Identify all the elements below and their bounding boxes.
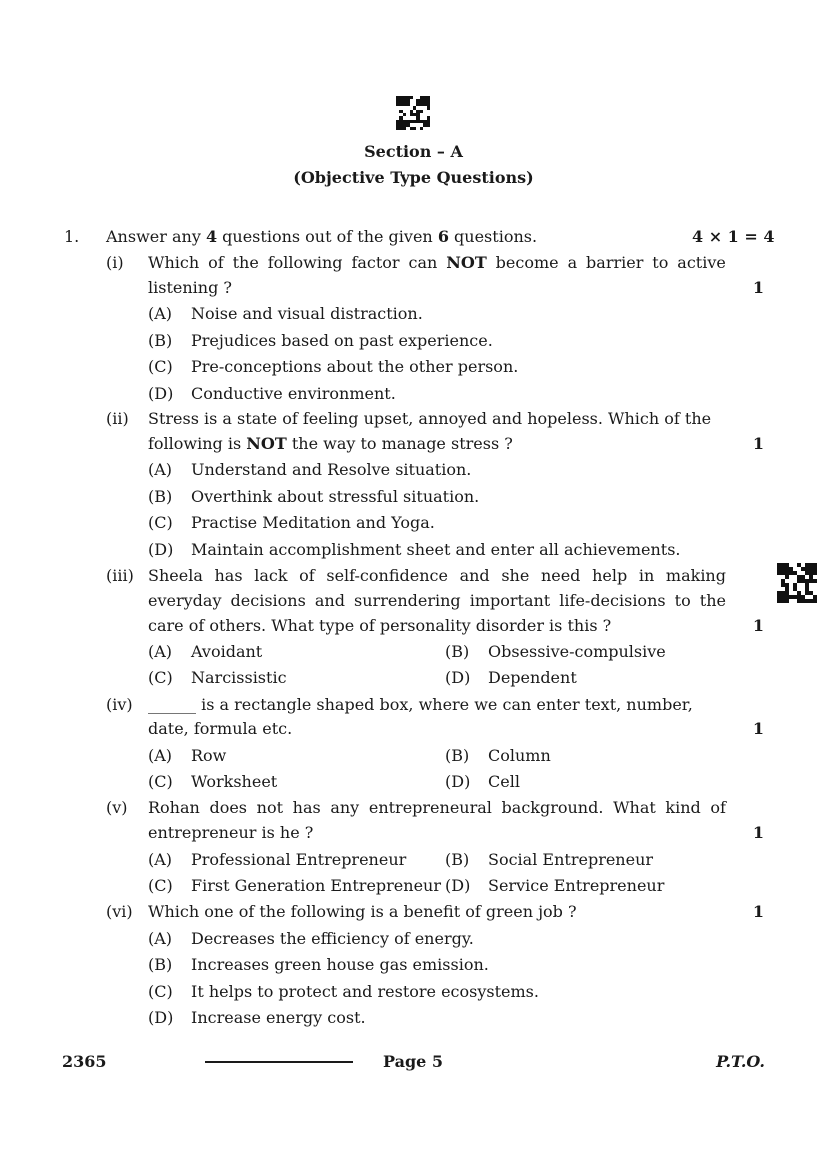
- item-text: ______ is a rectangle shaped box, where we can enter text, number,: [148, 695, 693, 714]
- option-text: Conductive environment.: [191, 384, 396, 403]
- item-number: (iv): [106, 695, 133, 714]
- option-text: Pre-conceptions about the other person.: [191, 357, 519, 376]
- item-text: Which one of the following is a benefit of green job ?: [148, 902, 577, 921]
- item-number: (vi): [106, 902, 133, 921]
- question-number: 1.: [64, 227, 80, 246]
- item-mark: 1: [752, 719, 764, 738]
- option-text: Prejudices based on past experience.: [191, 331, 493, 350]
- item-number: (iii): [106, 566, 134, 585]
- option-text: Worksheet: [191, 772, 278, 791]
- paper-code: 2365: [62, 1052, 107, 1071]
- pto-label: P.T.O.: [716, 1052, 765, 1071]
- option-text: Cell: [488, 772, 520, 791]
- item-number: (v): [106, 798, 128, 817]
- footer-rule: [205, 1061, 353, 1063]
- option-text: Professional Entrepreneur: [191, 850, 407, 869]
- item-number: (ii): [106, 409, 129, 428]
- item-mark: 1: [752, 278, 764, 297]
- option-text: Column: [488, 746, 551, 765]
- option-label: (D): [148, 384, 174, 403]
- option-text: Row: [191, 746, 227, 765]
- item-mark: 1: [752, 434, 764, 453]
- option-label: (D): [148, 540, 174, 559]
- item-text: Sheela has lack of self-confidence and she need help in making: [148, 566, 726, 585]
- option-label: (B): [148, 331, 173, 350]
- option-label: (A): [148, 460, 173, 479]
- option-text: Noise and visual distraction.: [191, 304, 423, 323]
- option-label: (C): [148, 513, 173, 532]
- option-label: (A): [148, 929, 173, 948]
- option-text: Increases green house gas emission.: [191, 955, 489, 974]
- option-text: Overthink about stressful situation.: [191, 487, 480, 506]
- option-label: (C): [148, 876, 173, 895]
- item-text: Rohan does not has any entrepreneural background. What kind of: [148, 798, 726, 817]
- option-text: It helps to protect and restore ecosystems.: [191, 982, 539, 1001]
- option-text: Dependent: [488, 668, 577, 687]
- question-marks-total: 4 × 1 = 4: [692, 227, 775, 246]
- option-label: (A): [148, 746, 173, 765]
- page-number: Page 5: [383, 1052, 444, 1071]
- item-text: date, formula etc.: [148, 719, 293, 738]
- option-text: Service Entrepreneur: [488, 876, 665, 895]
- item-number: (i): [106, 253, 124, 272]
- option-text: Social Entrepreneur: [488, 850, 654, 869]
- item-mark: 1: [752, 823, 764, 842]
- option-label: (D): [445, 668, 471, 687]
- option-text: Understand and Resolve situation.: [191, 460, 472, 479]
- question-instruction: Answer any 4 questions out of the given 6 questions.: [106, 227, 538, 246]
- section-title: Section – A: [364, 142, 463, 161]
- option-text: Obsessive-compulsive: [488, 642, 666, 661]
- item-text: listening ?: [148, 278, 232, 297]
- option-text: Narcissistic: [191, 668, 287, 687]
- option-label: (C): [148, 772, 173, 791]
- option-label: (D): [445, 876, 471, 895]
- option-label: (C): [148, 982, 173, 1001]
- option-label: (A): [148, 850, 173, 869]
- option-text: Increase energy cost.: [191, 1008, 366, 1027]
- option-label: (A): [148, 642, 173, 661]
- option-label: (B): [148, 487, 173, 506]
- option-text: Practise Meditation and Yoga.: [191, 513, 435, 532]
- qr-code-icon: [777, 563, 817, 603]
- section-subtitle: (Objective Type Questions): [293, 168, 534, 187]
- item-mark: 1: [752, 616, 764, 635]
- qr-code-icon: [396, 96, 430, 130]
- option-label: (D): [148, 1008, 174, 1027]
- item-mark: 1: [752, 902, 764, 921]
- option-text: First Generation Entrepreneur: [191, 876, 441, 895]
- item-text: entrepreneur is he ?: [148, 823, 314, 842]
- option-label: (C): [148, 357, 173, 376]
- option-label: (B): [445, 642, 470, 661]
- item-text: everyday decisions and surrendering important life-decisions to the: [148, 591, 726, 610]
- item-text: care of others. What type of personality disorder is this ?: [148, 616, 612, 635]
- option-text: Avoidant: [191, 642, 263, 661]
- item-text: Stress is a state of feeling upset, annoyed and hopeless. Which of the: [148, 409, 712, 428]
- item-text: Which of the following factor can NOT become a barrier to active: [148, 253, 726, 272]
- option-label: (C): [148, 668, 173, 687]
- option-text: Maintain accomplishment sheet and enter all achievements.: [191, 540, 681, 559]
- option-label: (B): [445, 850, 470, 869]
- option-text: Decreases the efficiency of energy.: [191, 929, 474, 948]
- option-label: (B): [445, 746, 470, 765]
- option-label: (B): [148, 955, 173, 974]
- item-text: following is NOT the way to manage stress ?: [148, 434, 513, 453]
- option-label: (D): [445, 772, 471, 791]
- option-label: (A): [148, 304, 173, 323]
